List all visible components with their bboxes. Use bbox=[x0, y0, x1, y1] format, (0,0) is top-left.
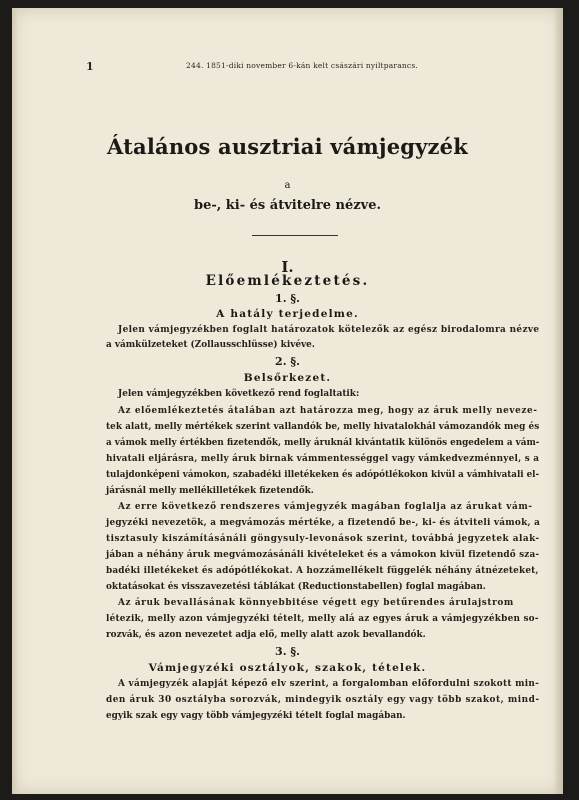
text-line: A vámjegyzék alapját képező elv szerint, a forgalomban előfordulni szokott min- bbox=[118, 679, 540, 689]
text-line: hivatali eljárásra, melly áruk birnak vámmentességgel vagy vámkedvezménnyel, s a bbox=[106, 454, 540, 464]
chapter-title: Előemlékeztetés. bbox=[205, 273, 370, 289]
subtitle: be-, ki- és átvitelre nézve. bbox=[193, 198, 382, 213]
text-line: jában a néhány áruk megvámozásánáli kivételeket és a vámokon kivül fizetendő sza- bbox=[106, 550, 540, 560]
section-number: 1. §. bbox=[275, 292, 300, 305]
text-line: tisztasuly kiszámításánáli göngysuly-levonások szerint, továbbá jegyzetek alak- bbox=[106, 534, 540, 544]
text-line: a vámok melly értékben fizetendők, melly áruknál kivántatik különös engedelem a vám- bbox=[106, 438, 540, 448]
text-line: tek alatt, melly mértékek szerint vallandók be, melly hivatalokhál vámozandók meg és bbox=[106, 422, 540, 432]
text-line: egyik szak egy vagy több vámjegyzéki tételt foglal magában. bbox=[106, 711, 406, 721]
text-line: Az áruk bevallásának könnyebbitése végett egy betűrendes árulajstrom bbox=[118, 598, 514, 608]
title-divider bbox=[252, 235, 338, 236]
part-numeral: I. bbox=[281, 258, 294, 276]
text-line: den áruk 30 osztályba sorozvák, mindegyik osztály egy vagy több szakot, mind- bbox=[106, 695, 540, 705]
text-line: a vámkülzeteket (Zollausschlüsse) kivéve. bbox=[106, 340, 315, 350]
page-edge-shadow-left bbox=[12, 8, 18, 794]
page-title: Átalános ausztriai vámjegyzék bbox=[107, 134, 468, 159]
section-number: 3. §. bbox=[275, 645, 300, 658]
text-line: Az erre következő rendszeres vámjegyzék magában foglalja az árukat vám- bbox=[118, 502, 533, 512]
text-line: jegyzéki nevezetök, a megvámozás mértéke, a fizetendő be-, ki- és átviteli vámok, a bbox=[106, 518, 541, 528]
page-number: 1 bbox=[86, 60, 94, 73]
running-header: 244. 1851-diki november 6-kán kelt császári nyiltparancs. bbox=[186, 61, 418, 70]
section-heading: Vámjegyzéki osztályok, szakok, tételek. bbox=[148, 662, 427, 674]
page-edge-shadow-right bbox=[553, 8, 563, 794]
document-page bbox=[12, 8, 563, 794]
subtitle-connector: a bbox=[284, 180, 291, 191]
text-line: létezik, melly azon vámjegyzéki tételt, melly alá az egyes áruk a vámjegyzékben so- bbox=[106, 614, 539, 624]
text-line: oktatásokat és visszavezetési táblákat (Reductionstabellen) foglal magában. bbox=[106, 582, 486, 592]
text-line: járásnál melly mellékilletékek fizetendők. bbox=[106, 486, 314, 496]
text-line: Az előemlékeztetés átalában azt határozza meg, hogy az áruk melly neveze- bbox=[118, 406, 538, 416]
text-line: rozvák, és azon nevezetet adja elő, melly alatt azok bevallandók. bbox=[106, 630, 426, 640]
text-line: tulajdonképeni vámokon, szabadéki illetékeken és adópótlékokon kivül a vámhivatali el- bbox=[106, 470, 540, 480]
text-line: badéki illetékeket és adópótlékokat. A hozzámellékelt függelék néhány átnézeteket, bbox=[106, 566, 539, 576]
section-heading: Belsőrkezet. bbox=[243, 372, 332, 384]
section-number: 2. §. bbox=[275, 355, 300, 368]
text-line: Jelen vámjegyzékben foglalt határozatok kötelezők az egész birodalomra nézve bbox=[118, 325, 540, 335]
section-heading: A hatály terjedelme. bbox=[216, 308, 359, 320]
text-line: Jelen vámjegyzékben következő rend foglaltatik: bbox=[118, 389, 360, 399]
